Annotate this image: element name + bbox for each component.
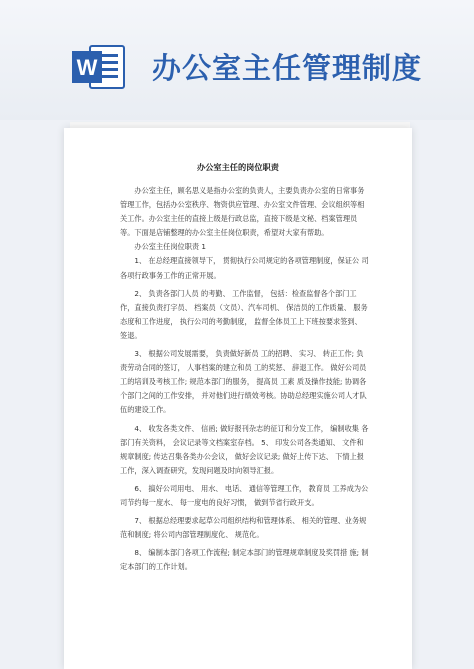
paragraph-intro: 办公室主任，顾名思义是指办公室的负责人，主要负责办公室的日常事务管理工作，包括办公室秩序、物资供应管理、办公室文件管理、会议组织等相关工作。办公室主任的直接上级是行政总监，直接下级是文秘、档案管理员等。下面是店铺整理的办公室主任岗位职责，希望对大家有帮助。 xyxy=(120,186,365,238)
document-title: 办公室主任的岗位职责 xyxy=(197,162,279,172)
paragraph-duty-6: 6、 搞好公司用电、 用水、 电话、 通信等管理工作， 教育员 工养成为公 司节约每一度水、 每一度电的良好习惯， 做到节省行政开支。 xyxy=(120,483,369,507)
banner-title: 办公室主任管理制度 xyxy=(152,51,423,85)
svg-text:W: W xyxy=(76,55,98,80)
paragraph-duty-3: 3、 根据公司发展需要， 负责做好新员 工的招聘、 实习、 转正工作; 负 责劳动合同的签订， 人事档案的建立和员 工的奖惩、 辞退工作。 做好公司员 工的培训及考核工作; 规范本部门的服务， 提高员 工素 质及操作技能; 协调各个部门之间的工作安排， 并对他们进行绩效考核。协助总经理实施公司人才队伍的建设工作。 xyxy=(120,349,367,415)
document-page xyxy=(64,128,412,669)
paragraph-duty-2: 2、 负责各部门人员 的考勤、 工作监督， 包括：检查监督各个部门工作，直接负责打字员、 档案员（文员）、汽车司机、 保洁员的工作质量、 服务态度和工作进度， 执行公司的考勤制度， 监督全体员工上下班按要求签到、 签退。 xyxy=(120,288,368,340)
word-document-icon xyxy=(70,42,126,92)
paragraph-duty-7: 7、 根据总经理要求起草公司组织结构和管理体系、 相关的管理、业务规范和制度; 将公司内部管理制度化、 规范化。 xyxy=(120,516,367,540)
document-body xyxy=(120,184,370,574)
paragraph-duty-4-5: 4、 收发各类文件、 信函; 做好报刊杂志的征订和分发工作， 编制收集 各部门有关资料， 会议记录等文档案室存档。 5、 印发公司各类通知、 文件和规章制度; 传达召集各类办公会议， 做好会议记录; 做好上传下达、 下情上报工作，深入调查研究，发现问题及时向领导汇报。 xyxy=(120,423,369,475)
banner xyxy=(0,0,474,120)
paragraph-duty-8: 8、 编制本部门各项工作流程; 制定本部门的管理规章制度及奖罚措 施; 制定本部门的工作计划。 xyxy=(120,548,369,572)
paragraph-heading: 办公室主任岗位职责 1 xyxy=(134,242,206,252)
paragraph-duty-1: 1、 在总经理直接领导下， 贯彻执行公司规定的各项管理制度，保证公 司各项行政事务工作的正常开展。 xyxy=(120,256,369,280)
